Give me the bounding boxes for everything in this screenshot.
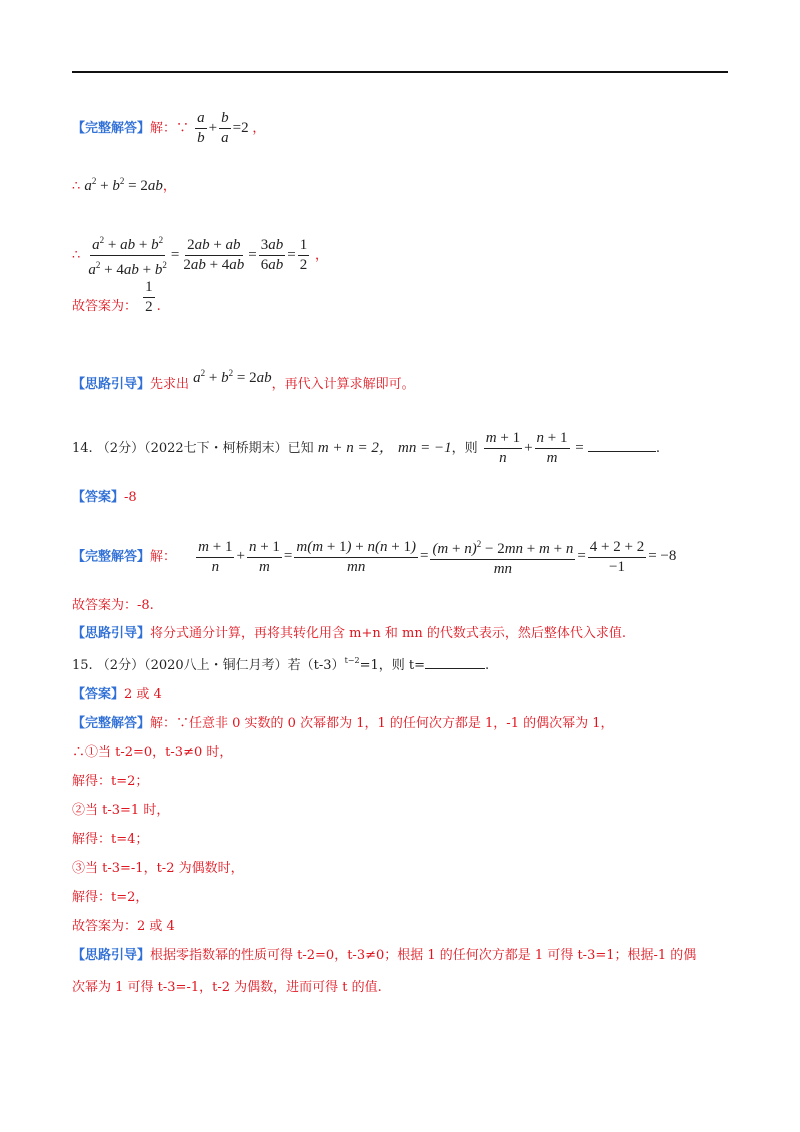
q14-solution-formula: $\frac{m + 1}{n}$ + $\frac{n + 1}{m}$ = $\frac{m(m + 1) + n(n + 1)}{mn}$ = $\frac{(m + n)^2 - 2mn + m + n}{mn}$ = $\frac{4 + 2 + 2}{-1}$ = −8 xyxy=(194,548,676,564)
q15-solution-line-5: 解得：t=4； xyxy=(72,832,149,847)
answer-tag-15: 【答案】 xyxy=(72,687,125,702)
q14-expression: $\frac{m + 1}{n}$ + $\frac{n + 1}{m}$ xyxy=(485,430,568,466)
q14-hint: 【思路引导】将分式通分计算，再将其转化用含 m+n 和 mn 的代数式表示，然后整体代入求值. xyxy=(72,626,626,641)
solution-line-2: ∴ $a^2 + b^2 = 2ab$， xyxy=(72,176,176,194)
formula-a-over-b-plus-b-over-a: $\frac{a}{b}$ + $\frac{b}{a}$ =2 xyxy=(197,110,249,146)
q15-solution-line-6: ③当 t-3=-1，t-2 为偶数时， xyxy=(72,861,244,876)
solution-line-1: 【完整解答】解：∵ $\frac{a}{b}$ + $\frac{b}{a}$ =2 ， xyxy=(72,110,266,146)
q15-answer-line xyxy=(72,685,162,705)
q15-solution-line-4: ②当 t-3=1 时， xyxy=(72,803,170,818)
full-solution-tag: 【完整解答】 xyxy=(72,120,151,136)
question-14: 14. （2分）（2022七下・柯桥期末）已知 m + n = 2， mn = −1，则 $\frac{m + 1}{n}$ + $\frac{n + 1}{m}$ = . xyxy=(72,430,661,466)
conclusion-line-1: 故答案为： $\frac{1}{2}$ . xyxy=(72,279,161,316)
q15-conclusion: 故答案为：2 或 4 xyxy=(72,919,175,934)
q15-solution-line-1: 【完整解答】解：∵任意非 0 实数的 0 次幂都为 1，1 的任何次方都是 1，-1 的偶次幂为 1， xyxy=(72,716,614,731)
q14-conclusion: 故答案为：-8. xyxy=(72,598,154,613)
q15-answer-blank xyxy=(425,656,485,669)
hint-line-1: 【思路引导】先求出 $a^2 + b^2 = 2ab$，再代入计算求解即可。 xyxy=(72,368,415,392)
q14-answer-blank xyxy=(588,439,656,452)
q15-hint-line-2: 次幂为 1 可得 t-3=-1，t-2 为偶数，进而可得 t 的值. xyxy=(72,980,382,995)
question-15: 15. （2分）（2020八上・铜仁月考）若$(t-3)^{t-2}=1$，则 t= . xyxy=(72,656,490,673)
q15-solution-line-7: 解得：t=2， xyxy=(72,890,149,905)
q15-solution-line-3: 解得：t=2； xyxy=(72,774,149,789)
formula-fraction-chain: $\frac{a^2 + ab + b^2}{a^2 + 4ab + b^2}$ = $\frac{2ab + ab}{2ab + 4ab}$ = $\frac{3ab}{6ab}$ = $\frac{1}{2}$ xyxy=(84,247,315,263)
q15-hint-line-1: 【思路引导】根据零指数幂的性质可得 t-2=0，t-3≠0；根据 1 的任何次方都是 1 可得 t-3=1；根据-1 的偶 xyxy=(72,948,697,963)
q14-answer: -8 xyxy=(124,490,137,505)
q15-solution-line-2: ∴①当 t-2=0，t-3≠0 时， xyxy=(72,745,233,760)
q14-cond1: m + n = 2， xyxy=(317,439,394,456)
q14-solution-line: 【完整解答】解： $\frac{m + 1}{n}$ + $\frac{n + 1}{m}$ = $\frac{m(m + 1) + n(n + 1)}{mn}$ = $\frac{(m + n)^2 - 2mn + m + n}{mn}$ = $\frac{4 + 2 + 2}{-1}$ = −8 xyxy=(72,536,676,578)
q15-exponent: t−2 xyxy=(344,656,360,665)
q14-answer-line xyxy=(72,488,137,508)
hint-tag: 【思路引导】 xyxy=(72,377,151,392)
hint-formula: $a^2 + b^2 = 2ab$ xyxy=(193,368,272,386)
formula-a2-plus-b2: $a^2 + b^2 = 2ab$ xyxy=(84,176,163,194)
q14-cond2: mn = −1 xyxy=(398,439,452,456)
header-rule xyxy=(72,71,728,73)
answer-half: $\frac{1}{2}$ xyxy=(145,279,153,316)
q15-answer: 2 或 4 xyxy=(124,687,162,702)
answer-tag-14: 【答案】 xyxy=(72,490,125,505)
solution-line-3: ∴ $\frac{a^2 + ab + b^2}{a^2 + 4ab + b^2}$ = $\frac{2ab + ab}{2ab + 4ab}$ = $\frac{3ab}{6ab}$ = $\frac{1}{2}$ ， xyxy=(72,232,328,279)
